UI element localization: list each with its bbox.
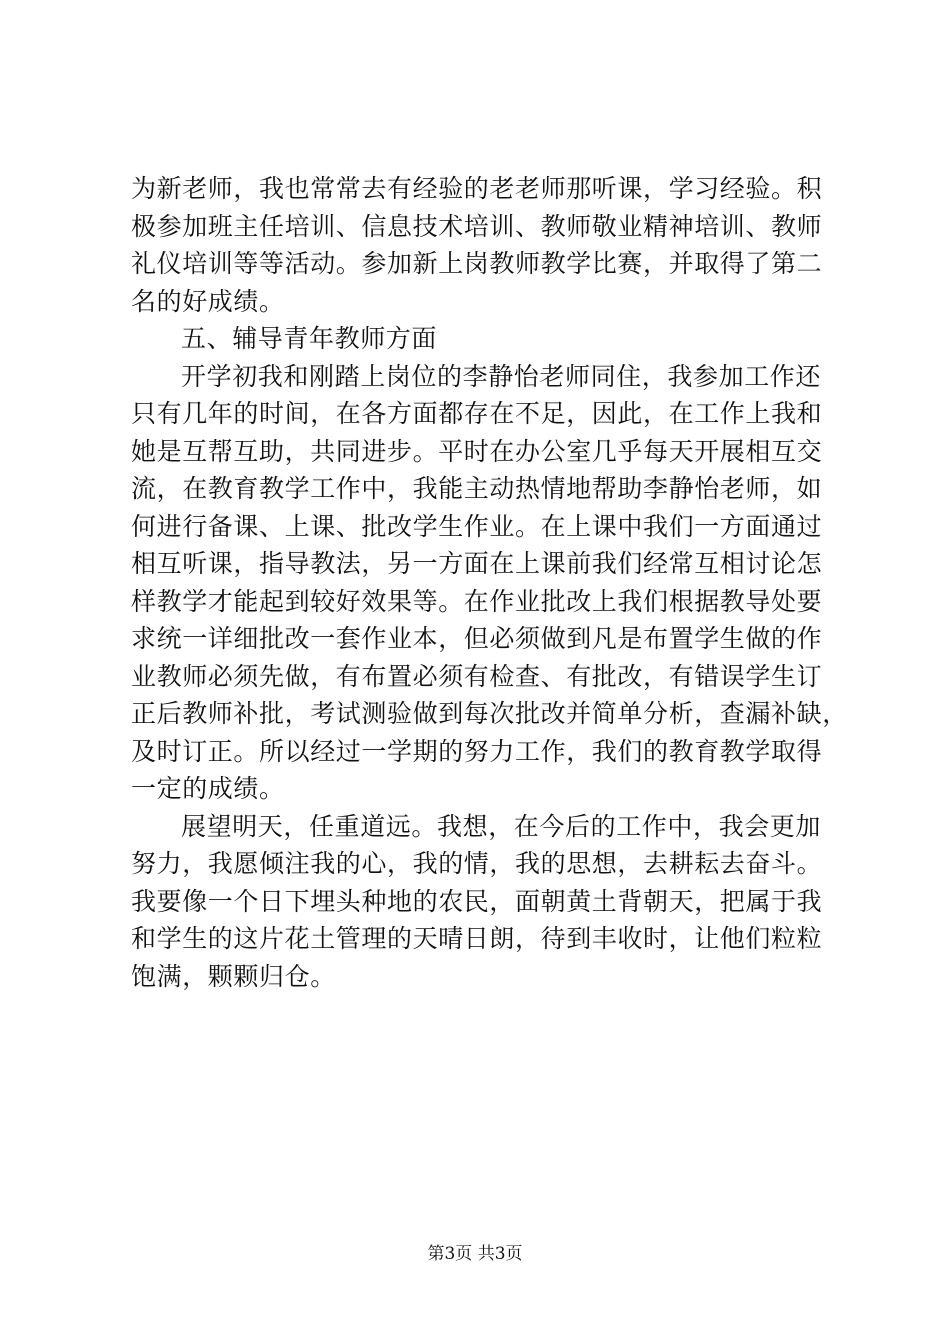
text-line: 样教学才能起到较好效果等。在作业批改上我们根据教导处要 [131,586,823,616]
text-line: 为新老师，我也常常去有经验的老老师那听课，学习经验。积 [131,174,823,203]
text-line: 礼仪培训等等活动。参加新上岗教师教学比赛，并取得了第二 [131,249,823,278]
text-line: 展望明天，任重道远。我想，在今后的工作中，我会更加 [181,811,822,841]
text-line: 她是互帮互助，共同进步。平时在办公室几乎每天开展相互交 [131,436,823,466]
text-line: 极参加班主任培训、信息技术培训、教师敬业精神培训、教师 [131,211,823,241]
text-line: 和学生的这片花土管理的天晴日朗，待到丰收时，让他们粒粒 [131,924,823,953]
text-line: 流，在教育教学工作中，我能主动热情地帮助李静怡老师，如 [131,474,823,503]
text-line: 饱满，颗颗归仓。 [131,961,336,991]
text-line: 正后教师补批，考试测验做到每次批改并简单分析，查漏补缺， [131,699,848,728]
document-body [131,170,848,995]
text-line: 求统一详细批改一套作业本，但必须做到凡是布置学生做的作 [131,624,823,653]
section-heading: 五、辅导青年教师方面 [181,324,438,353]
text-line: 业教师必须先做，有布置必须有检查、有批改，有错误学生订 [131,661,823,691]
text-line: 及时订正。所以经过一学期的努力工作，我们的教育教学取得 [131,736,823,766]
text-line: 一定的成绩。 [131,774,285,803]
text-line: 只有几年的时间，在各方面都存在不足，因此，在工作上我和 [131,399,823,428]
text-line: 何进行备课、上课、批改学生作业。在上课中我们一方面通过 [131,511,823,541]
text-line: 名的好成绩。 [131,286,285,316]
page-number-footer: 第3页 共3页 [427,1244,523,1264]
text-line: 我要像一个日下埋头种地的农民，面朝黄土背朝天，把属于我 [131,886,823,916]
text-line: 开学初我和刚踏上岗位的李静怡老师同住，我参加工作还 [181,361,822,391]
text-line: 努力，我愿倾注我的心，我的情，我的思想，去耕耘去奋斗。 [131,849,823,878]
text-line: 相互听课，指导教法，另一方面在上课前我们经常互相讨论怎 [131,549,823,578]
